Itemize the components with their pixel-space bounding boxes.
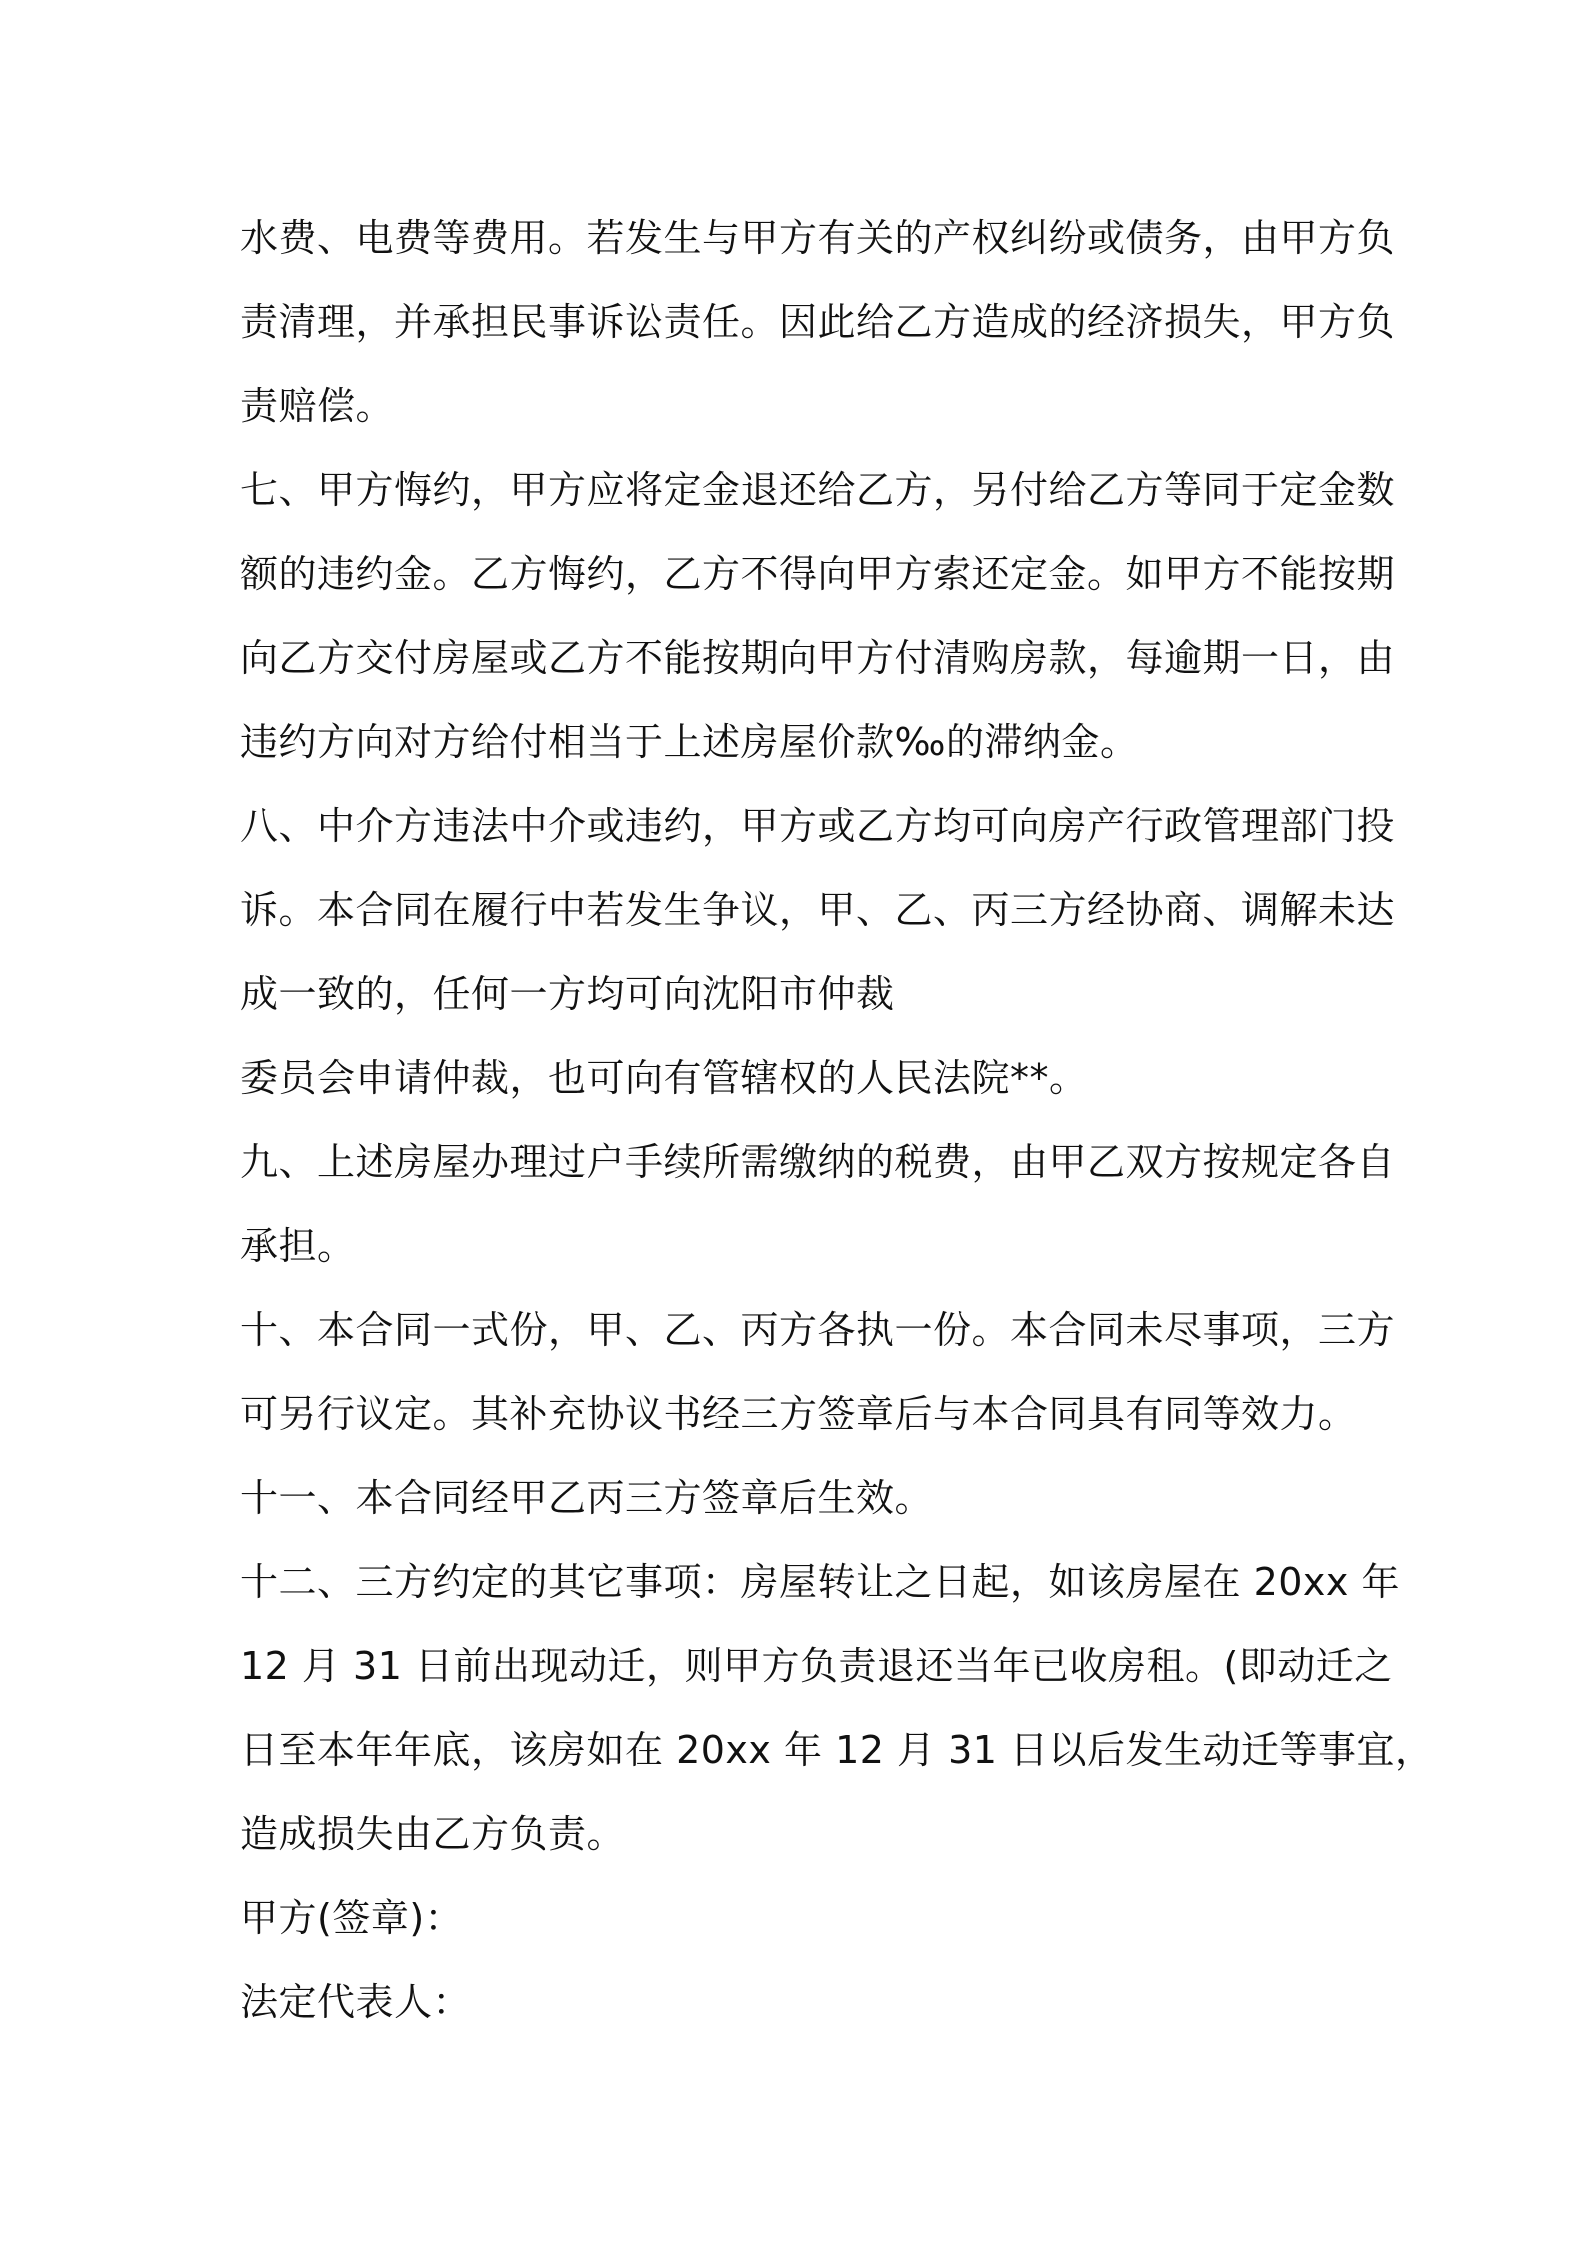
contract-text (240, 196, 1434, 2044)
clause-7-line-1: 七、甲方悔约，甲方应将定金退还给乙方，另付给乙方等同于定金数 (240, 468, 1396, 512)
clause-12-line-1: 十二、三方约定的其它事项：房屋转让之日起，如该房屋在 20xx 年 (240, 1560, 1400, 1604)
legal-representative-label: 法定代表人： (240, 1980, 472, 2024)
text-line-2: 责清理，并承担民事诉讼责任。因此给乙方造成的经济损失，甲方负 (240, 300, 1396, 344)
clause-9-line-2: 承担。 (240, 1224, 356, 1268)
clause-11-line-1: 十一、本合同经甲乙丙三方签章后生效。 (240, 1476, 934, 1520)
clause-12-line-4: 造成损失由乙方负责。 (240, 1812, 626, 1856)
clause-10-line-2: 可另行议定。其补充协议书经三方签章后与本合同具有同等效力。 (240, 1392, 1357, 1436)
clause-8-line-3: 成一致的，任何一方均可向沈阳市仲裁 (240, 972, 895, 1016)
clause-10-line-1: 十、本合同一式份，甲、乙、丙方各执一份。本合同未尽事项，三方 (240, 1308, 1396, 1352)
clause-8-line-1: 八、中介方违法中介或违约，甲方或乙方均可向房产行政管理部门投 (240, 804, 1396, 848)
clause-12-line-3: 日至本年年底，该房如在 20xx 年 12 月 31 日以后发生动迁等事宜， (240, 1728, 1434, 1772)
clause-9-line-1: 九、上述房屋办理过户手续所需缴纳的税费，由甲乙双方按规定各自 (240, 1140, 1396, 1184)
text-line-1: 水费、电费等费用。若发生与甲方有关的产权纠纷或债务，由甲方负 (240, 216, 1396, 260)
clause-8-line-2: 诉。本合同在履行中若发生争议，甲、乙、丙三方经协商、调解未达 (240, 888, 1396, 932)
clause-12-line-2: 12 月 31 日前出现动迁，则甲方负责退还当年已收房租。(即动迁之 (240, 1644, 1393, 1688)
clause-8-line-4: 委员会申请仲裁，也可向有管辖权的人民法院**。 (240, 1056, 1088, 1100)
clause-7-line-2: 额的违约金。乙方悔约，乙方不得向甲方索还定金。如甲方不能按期 (240, 552, 1396, 596)
party-a-signature-label: 甲方(签章)： (240, 1896, 464, 1940)
clause-7-line-4: 违约方向对方给付相当于上述房屋价款‰的滞纳金。 (240, 720, 1139, 764)
text-line-3: 责赔偿。 (240, 384, 395, 428)
clause-7-line-3: 向乙方交付房屋或乙方不能按期向甲方付清购房款，每逾期一日，由 (240, 636, 1396, 680)
